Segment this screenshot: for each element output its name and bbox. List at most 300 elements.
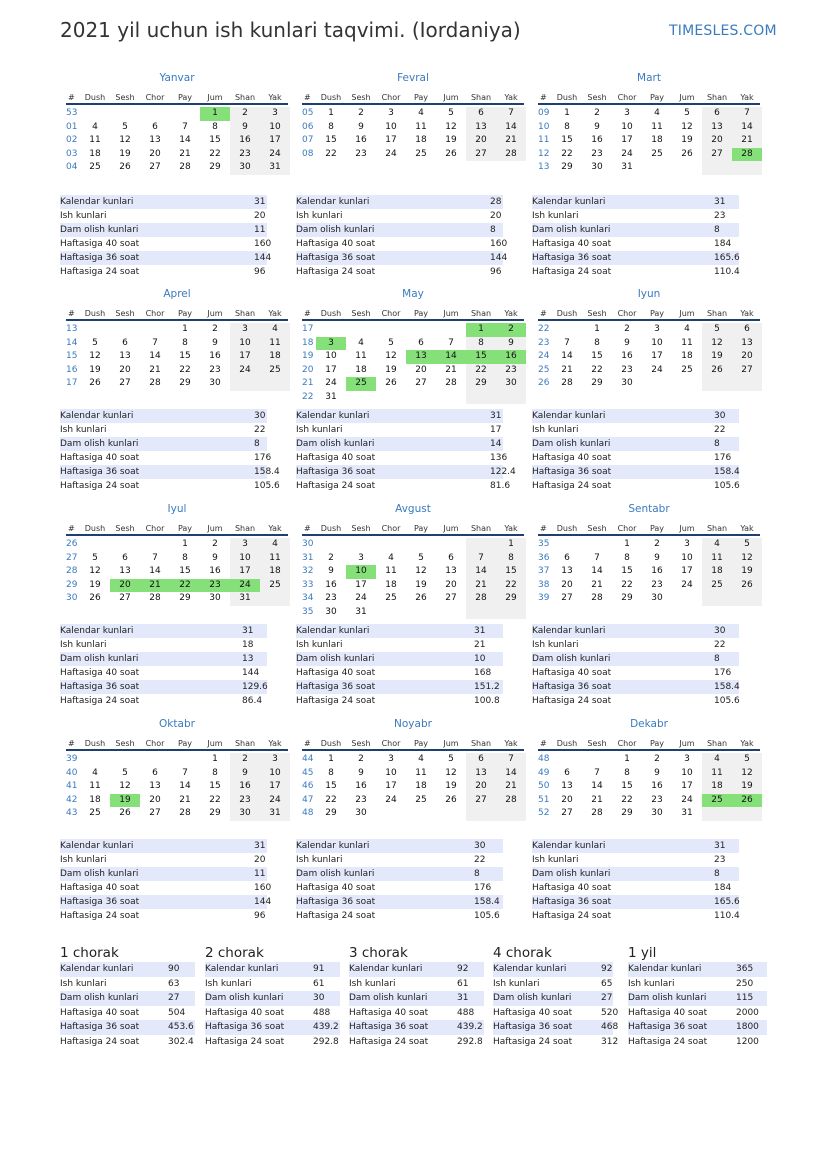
calendar-day: 12 <box>385 351 397 361</box>
month-name: Sentabr <box>628 503 670 515</box>
calendar-day: 11 <box>651 121 663 132</box>
weekday-label: Shan <box>234 524 256 533</box>
weekday-header <box>66 738 288 751</box>
summary-row <box>296 853 503 867</box>
calendar-week-row <box>302 552 524 566</box>
calendar-day: 16 <box>651 781 663 791</box>
calendar-day: 27 <box>466 794 496 808</box>
summary-label: Haftasiga 24 soat <box>296 267 376 277</box>
summary-label: Haftasiga 24 soat <box>60 267 140 277</box>
calendar-day: 25 <box>260 579 290 593</box>
calendar-day: 25 <box>89 162 101 172</box>
week-number: 20 <box>302 364 314 375</box>
calendar-day: 23 <box>496 364 526 378</box>
calendar-day-empty <box>732 592 762 606</box>
summary-row <box>205 962 340 977</box>
calendar-day: 18 <box>260 565 290 579</box>
calendar-day: 28 <box>496 148 526 162</box>
calendar-day: 3 <box>358 552 364 563</box>
summary-row <box>296 251 508 265</box>
calendar-day: 8 <box>564 121 570 132</box>
summary-row <box>60 909 267 923</box>
week-number: 13 <box>66 324 78 334</box>
calendar-day-empty <box>140 323 170 337</box>
calendar-day: 5 <box>92 552 98 563</box>
summary-value: 81.6 <box>490 481 511 491</box>
summary-value: 176 <box>474 883 492 893</box>
calendar-day: 27 <box>119 593 131 603</box>
calendar-day: 9 <box>654 552 660 563</box>
calendar-day: 7 <box>594 552 600 563</box>
week-number: 07 <box>302 135 314 145</box>
calendar-day: 17 <box>325 364 337 375</box>
calendar-day: 2 <box>212 324 218 334</box>
summary-value: 250 <box>736 978 754 989</box>
summary-value: 468 <box>601 1022 619 1032</box>
summary-row <box>532 437 739 451</box>
calendar-day: 4 <box>702 538 732 552</box>
calendar-day: 12 <box>732 767 762 781</box>
calendar-day: 25 <box>346 377 376 391</box>
summary-value: 11 <box>254 225 266 235</box>
summary-label: Haftasiga 36 soat <box>296 253 376 263</box>
weekday-label: Dush <box>84 93 106 102</box>
calendar-day: 15 <box>466 350 496 364</box>
weekday-label: Pay <box>177 309 193 318</box>
summary-label: Dam olish kunlari <box>532 869 611 879</box>
calendar-day: 24 <box>681 579 693 590</box>
summary-label: Dam olish kunlari <box>60 993 139 1003</box>
calendar-day: 25 <box>702 794 732 808</box>
week-number-header: # <box>540 524 547 533</box>
calendar-day: 14 <box>179 781 191 791</box>
calendar-day: 14 <box>179 135 191 145</box>
calendar-day-empty <box>80 753 110 767</box>
summary-row <box>60 867 267 881</box>
calendar-day: 5 <box>702 323 732 337</box>
summary-label: Haftasiga 36 soat <box>349 1022 429 1032</box>
calendar-day: 23 <box>200 579 230 593</box>
summary-row <box>296 895 503 909</box>
calendar-day: 15 <box>325 781 337 791</box>
calendar-day: 22 <box>621 579 633 590</box>
calendar-day: 5 <box>418 552 424 563</box>
calendar-day: 12 <box>445 767 457 778</box>
calendar-day: 21 <box>561 364 573 375</box>
weekday-label: Chor <box>381 739 401 748</box>
calendar-day: 24 <box>681 794 693 805</box>
weekday-label: Pay <box>413 739 429 748</box>
calendar-day: 4 <box>388 552 394 563</box>
month-name: Dekabr <box>630 718 668 730</box>
calendar-day: 5 <box>122 121 128 132</box>
summary-label: Haftasiga 40 soat <box>60 453 140 463</box>
summary-label: Ish kunlari <box>60 640 107 650</box>
calendar-day: 23 <box>651 794 663 805</box>
calendar-day: 24 <box>651 364 663 375</box>
summary-label: Haftasiga 24 soat <box>493 1036 573 1047</box>
summary-label: Kalendar kunlari <box>60 197 134 207</box>
summary-value: 31 <box>254 841 266 851</box>
summary-row <box>296 437 503 451</box>
calendar-day: 19 <box>445 781 457 791</box>
calendar-day: 11 <box>385 566 397 576</box>
calendar-day: 15 <box>179 351 191 361</box>
summary-row <box>296 465 516 479</box>
summary-label: Dam olish kunlari <box>205 993 284 1003</box>
calendar-day: 15 <box>325 135 337 145</box>
summary-label: Haftasiga 36 soat <box>60 682 140 692</box>
summary-label: Haftasiga 24 soat <box>296 911 376 921</box>
summary-label: Haftasiga 24 soat <box>296 696 376 706</box>
calendar-day: 6 <box>122 337 128 348</box>
calendar-day: 25 <box>260 364 290 378</box>
calendar-day: 15 <box>621 781 633 791</box>
weekday-label: Yak <box>268 93 282 102</box>
calendar-week-row <box>538 794 760 808</box>
calendar-day: 4 <box>702 753 732 767</box>
summary-value: 168 <box>474 668 492 678</box>
summary-value: 86.4 <box>242 696 263 706</box>
summary-row <box>60 881 272 895</box>
weekday-label: Dush <box>320 309 342 318</box>
weekday-label: Pay <box>649 524 665 533</box>
summary-label: Haftasiga 24 soat <box>205 1036 285 1047</box>
week-number: 37 <box>538 566 550 576</box>
weekday-label: Sesh <box>115 524 135 533</box>
summary-label: Haftasiga 24 soat <box>60 1036 140 1047</box>
weekday-label: Jum <box>207 524 223 533</box>
summary-label: Kalendar kunlari <box>532 841 606 851</box>
calendar-day: 13 <box>406 350 436 364</box>
calendar-day: 19 <box>732 780 762 794</box>
calendar-day: 29 <box>179 593 191 603</box>
calendar-day: 16 <box>651 566 663 576</box>
week-number-header: # <box>540 93 547 102</box>
summary-row <box>60 666 267 680</box>
calendar-week-row <box>66 538 288 552</box>
summary-row <box>349 991 484 1006</box>
calendar-day: 23 <box>230 794 260 808</box>
summary-row <box>60 652 267 666</box>
weekday-label: Sesh <box>115 739 135 748</box>
summary-label: Haftasiga 40 soat <box>349 1007 429 1018</box>
weekday-label: Shan <box>706 524 728 533</box>
calendar-day-empty <box>436 323 466 337</box>
summary-value: 144 <box>242 668 260 678</box>
calendar-day-empty <box>436 807 466 821</box>
weekday-label: Sesh <box>351 739 371 748</box>
week-number: 42 <box>66 794 78 805</box>
summary-row <box>532 867 739 881</box>
calendar-day: 8 <box>182 552 188 563</box>
calendar-day: 6 <box>732 323 762 337</box>
summary-label: Haftasiga 24 soat <box>296 481 376 491</box>
weekday-label: Shan <box>470 524 492 533</box>
calendar-week-row <box>538 364 760 378</box>
summary-label: Haftasiga 24 soat <box>60 911 140 921</box>
week-number: 21 <box>302 378 314 388</box>
calendar-week-row <box>302 807 524 821</box>
calendar-day: 3 <box>654 324 660 334</box>
summary-row <box>60 895 272 909</box>
calendar-day: 1 <box>200 107 230 121</box>
calendar-day: 17 <box>681 781 693 791</box>
summary-label: Ish kunlari <box>296 640 343 650</box>
week-number: 08 <box>302 148 314 159</box>
calendar-day: 17 <box>260 780 290 794</box>
summary-value: 158.4 <box>254 467 280 477</box>
calendar-day: 16 <box>621 351 633 361</box>
weekday-label: Shan <box>470 739 492 748</box>
calendar-day: 20 <box>119 364 131 375</box>
calendar-day-empty <box>672 592 702 606</box>
summary-value: 110.4 <box>714 267 740 277</box>
week-number: 35 <box>538 539 550 549</box>
calendar-day: 26 <box>119 162 131 172</box>
summary-row <box>532 237 739 251</box>
calendar-day: 11 <box>415 767 427 778</box>
calendar-day-empty <box>436 538 466 552</box>
summary-value: 96 <box>490 267 502 277</box>
summary-label: Haftasiga 36 soat <box>296 682 376 692</box>
week-number: 14 <box>66 337 78 348</box>
calendar-day-empty <box>642 377 672 391</box>
calendar-day: 14 <box>149 351 161 361</box>
summary-label: Ish kunlari <box>628 978 675 989</box>
week-number: 25 <box>538 364 550 375</box>
summary-label: Haftasiga 24 soat <box>628 1036 708 1047</box>
summary-value: 22 <box>714 425 726 435</box>
calendar-day: 22 <box>325 794 337 805</box>
calendar-day: 30 <box>496 377 526 391</box>
calendar-day: 31 <box>260 807 290 821</box>
calendar-day: 3 <box>316 337 346 351</box>
calendar-day: 21 <box>496 134 526 148</box>
weekday-label: Shan <box>234 93 256 102</box>
calendar-week-row <box>302 794 524 808</box>
calendar-day: 23 <box>591 148 603 159</box>
week-number: 38 <box>538 579 550 590</box>
summary-row <box>296 451 508 465</box>
summary-label: Dam olish kunlari <box>296 654 375 664</box>
calendar-day: 6 <box>564 767 570 778</box>
calendar-day: 31 <box>621 162 633 172</box>
summary-label: Ish kunlari <box>349 978 396 989</box>
summary-row <box>296 423 503 437</box>
month-name: Yanvar <box>159 72 195 84</box>
summary-label: Haftasiga 40 soat <box>296 883 376 893</box>
summary-label: Kalendar kunlari <box>532 411 606 421</box>
calendar-day: 1 <box>594 324 600 334</box>
summary-value: 90 <box>168 964 180 974</box>
summary-row <box>296 265 503 279</box>
summary-row <box>296 881 503 895</box>
summary-label: Dam olish kunlari <box>60 654 139 664</box>
calendar-day: 17 <box>385 781 397 791</box>
week-number: 19 <box>302 351 314 361</box>
calendar-day: 17 <box>621 135 633 145</box>
calendar-day-empty <box>732 161 762 175</box>
calendar-day: 30 <box>621 378 633 388</box>
summary-label: Haftasiga 36 soat <box>493 1022 573 1032</box>
weekday-label: Pay <box>649 739 665 748</box>
calendar-day: 17 <box>260 134 290 148</box>
summary-label: Haftasiga 36 soat <box>205 1022 285 1032</box>
summary-value: 184 <box>714 883 732 893</box>
summary-value: 176 <box>714 453 732 463</box>
weekday-header <box>302 308 524 321</box>
calendar-day: 26 <box>732 579 762 593</box>
calendar-day: 7 <box>448 337 454 348</box>
calendar-day: 5 <box>732 538 762 552</box>
calendar-week-row <box>538 592 760 606</box>
week-number: 26 <box>538 378 550 388</box>
weekday-label: Dush <box>556 309 578 318</box>
summary-row <box>60 451 272 465</box>
calendar-day: 28 <box>179 162 191 172</box>
summary-label: Haftasiga 40 soat <box>296 453 376 463</box>
calendar-day: 8 <box>212 767 218 778</box>
weekday-label: Dush <box>320 93 342 102</box>
calendar-day-empty <box>702 161 732 175</box>
calendar-day: 18 <box>89 794 101 805</box>
calendar-day: 30 <box>651 593 663 603</box>
summary-value: 92 <box>457 964 469 974</box>
calendar-day: 20 <box>110 579 140 593</box>
page-title: 2021 yil uchun ish kunlari taqvimi. (Iordaniya) <box>60 18 521 42</box>
summary-row <box>493 1020 619 1035</box>
summary-row <box>296 680 503 694</box>
calendar-day: 9 <box>624 337 630 348</box>
calendar-day: 23 <box>621 364 633 375</box>
calendar-day: 21 <box>591 794 603 805</box>
calendar-day: 21 <box>496 780 526 794</box>
weekday-label: Chor <box>617 739 637 748</box>
calendar-day-empty <box>732 807 762 821</box>
calendar-day: 17 <box>230 350 260 364</box>
month-name: Avgust <box>395 503 431 515</box>
calendar-week-row <box>538 767 760 781</box>
summary-label: Haftasiga 40 soat <box>60 883 140 893</box>
summary-value: 158.4 <box>714 467 740 477</box>
summary-value: 115 <box>736 993 754 1003</box>
week-number: 40 <box>66 767 78 778</box>
summary-value: 365 <box>736 964 754 974</box>
brand-link[interactable]: TIMESLES.COM <box>669 23 777 39</box>
summary-row <box>532 839 739 853</box>
summary-row <box>60 195 267 209</box>
summary-label: Ish kunlari <box>296 855 343 865</box>
calendar-day: 10 <box>385 121 397 132</box>
weekday-label: Yak <box>740 93 754 102</box>
summary-value: 30 <box>714 626 726 636</box>
calendar-day: 27 <box>119 378 131 388</box>
summary-value: 302.4 <box>168 1036 194 1047</box>
calendar-week-row <box>538 134 760 148</box>
calendar-day: 11 <box>260 552 290 566</box>
week-number: 15 <box>66 351 78 361</box>
week-number: 45 <box>302 767 314 778</box>
calendar-day: 30 <box>591 162 603 172</box>
summary-row <box>628 1020 767 1035</box>
weekday-label: Sesh <box>587 524 607 533</box>
summary-label: Haftasiga 40 soat <box>60 1007 140 1018</box>
calendar-day: 21 <box>149 364 161 375</box>
summary-value: 65 <box>601 978 613 989</box>
summary-value: 184 <box>714 239 732 249</box>
calendar-week-row <box>66 350 288 364</box>
calendar-week-row <box>538 337 760 351</box>
calendar-day: 18 <box>651 135 663 145</box>
week-number: 03 <box>66 148 78 159</box>
summary-value: 20 <box>254 211 266 221</box>
calendar-day: 1 <box>624 754 630 764</box>
weekday-label: Chor <box>617 309 637 318</box>
calendar-week-row <box>538 565 760 579</box>
calendar-day: 23 <box>651 579 663 590</box>
calendar-week-row <box>538 377 760 391</box>
week-number: 46 <box>302 781 314 791</box>
weekday-label: Jum <box>679 524 695 533</box>
calendar-week-row <box>66 377 288 391</box>
summary-value: 144 <box>254 897 272 907</box>
calendar-day: 26 <box>119 808 131 818</box>
calendar-day: 14 <box>591 781 603 791</box>
weekday-label: Dush <box>320 524 342 533</box>
calendar-week-row <box>302 538 524 552</box>
calendar-day: 22 <box>591 364 603 375</box>
calendar-week-row <box>66 592 288 606</box>
summary-label: Ish kunlari <box>532 425 579 435</box>
calendar-week-row <box>302 364 524 378</box>
calendar-day: 26 <box>702 364 732 378</box>
calendar-week-row <box>66 161 288 175</box>
calendar-day-empty <box>376 323 406 337</box>
calendar-day: 29 <box>496 592 526 606</box>
summary-row <box>349 962 484 977</box>
calendar-day: 8 <box>328 767 334 778</box>
summary-row <box>532 209 739 223</box>
calendar-day: 7 <box>564 337 570 348</box>
summary-value: 312 <box>601 1036 619 1047</box>
summary-label: Kalendar kunlari <box>628 964 702 974</box>
calendar-day: 28 <box>445 378 457 388</box>
summary-label: Dam olish kunlari <box>296 869 375 879</box>
summary-row <box>296 909 503 923</box>
summary-row <box>60 479 280 493</box>
calendar-day: 1 <box>466 323 496 337</box>
week-number: 39 <box>66 754 78 764</box>
summary-row <box>628 962 767 977</box>
calendar-day-empty <box>466 538 496 552</box>
weekday-label: Chor <box>145 739 165 748</box>
summary-value: 8 <box>490 225 496 235</box>
calendar-day: 20 <box>466 134 496 148</box>
calendar-day: 9 <box>594 121 600 132</box>
calendar-day: 13 <box>445 566 457 576</box>
month-name: Noyabr <box>394 718 432 730</box>
weekday-label: Pay <box>177 93 193 102</box>
week-number: 51 <box>538 794 550 805</box>
calendar-day-empty <box>110 538 140 552</box>
summary-label: Ish kunlari <box>532 640 579 650</box>
summary-row <box>532 853 739 867</box>
week-number: 01 <box>66 121 78 132</box>
weekday-label: Shan <box>706 309 728 318</box>
week-number: 49 <box>538 767 550 778</box>
calendar-day: 4 <box>684 324 690 334</box>
